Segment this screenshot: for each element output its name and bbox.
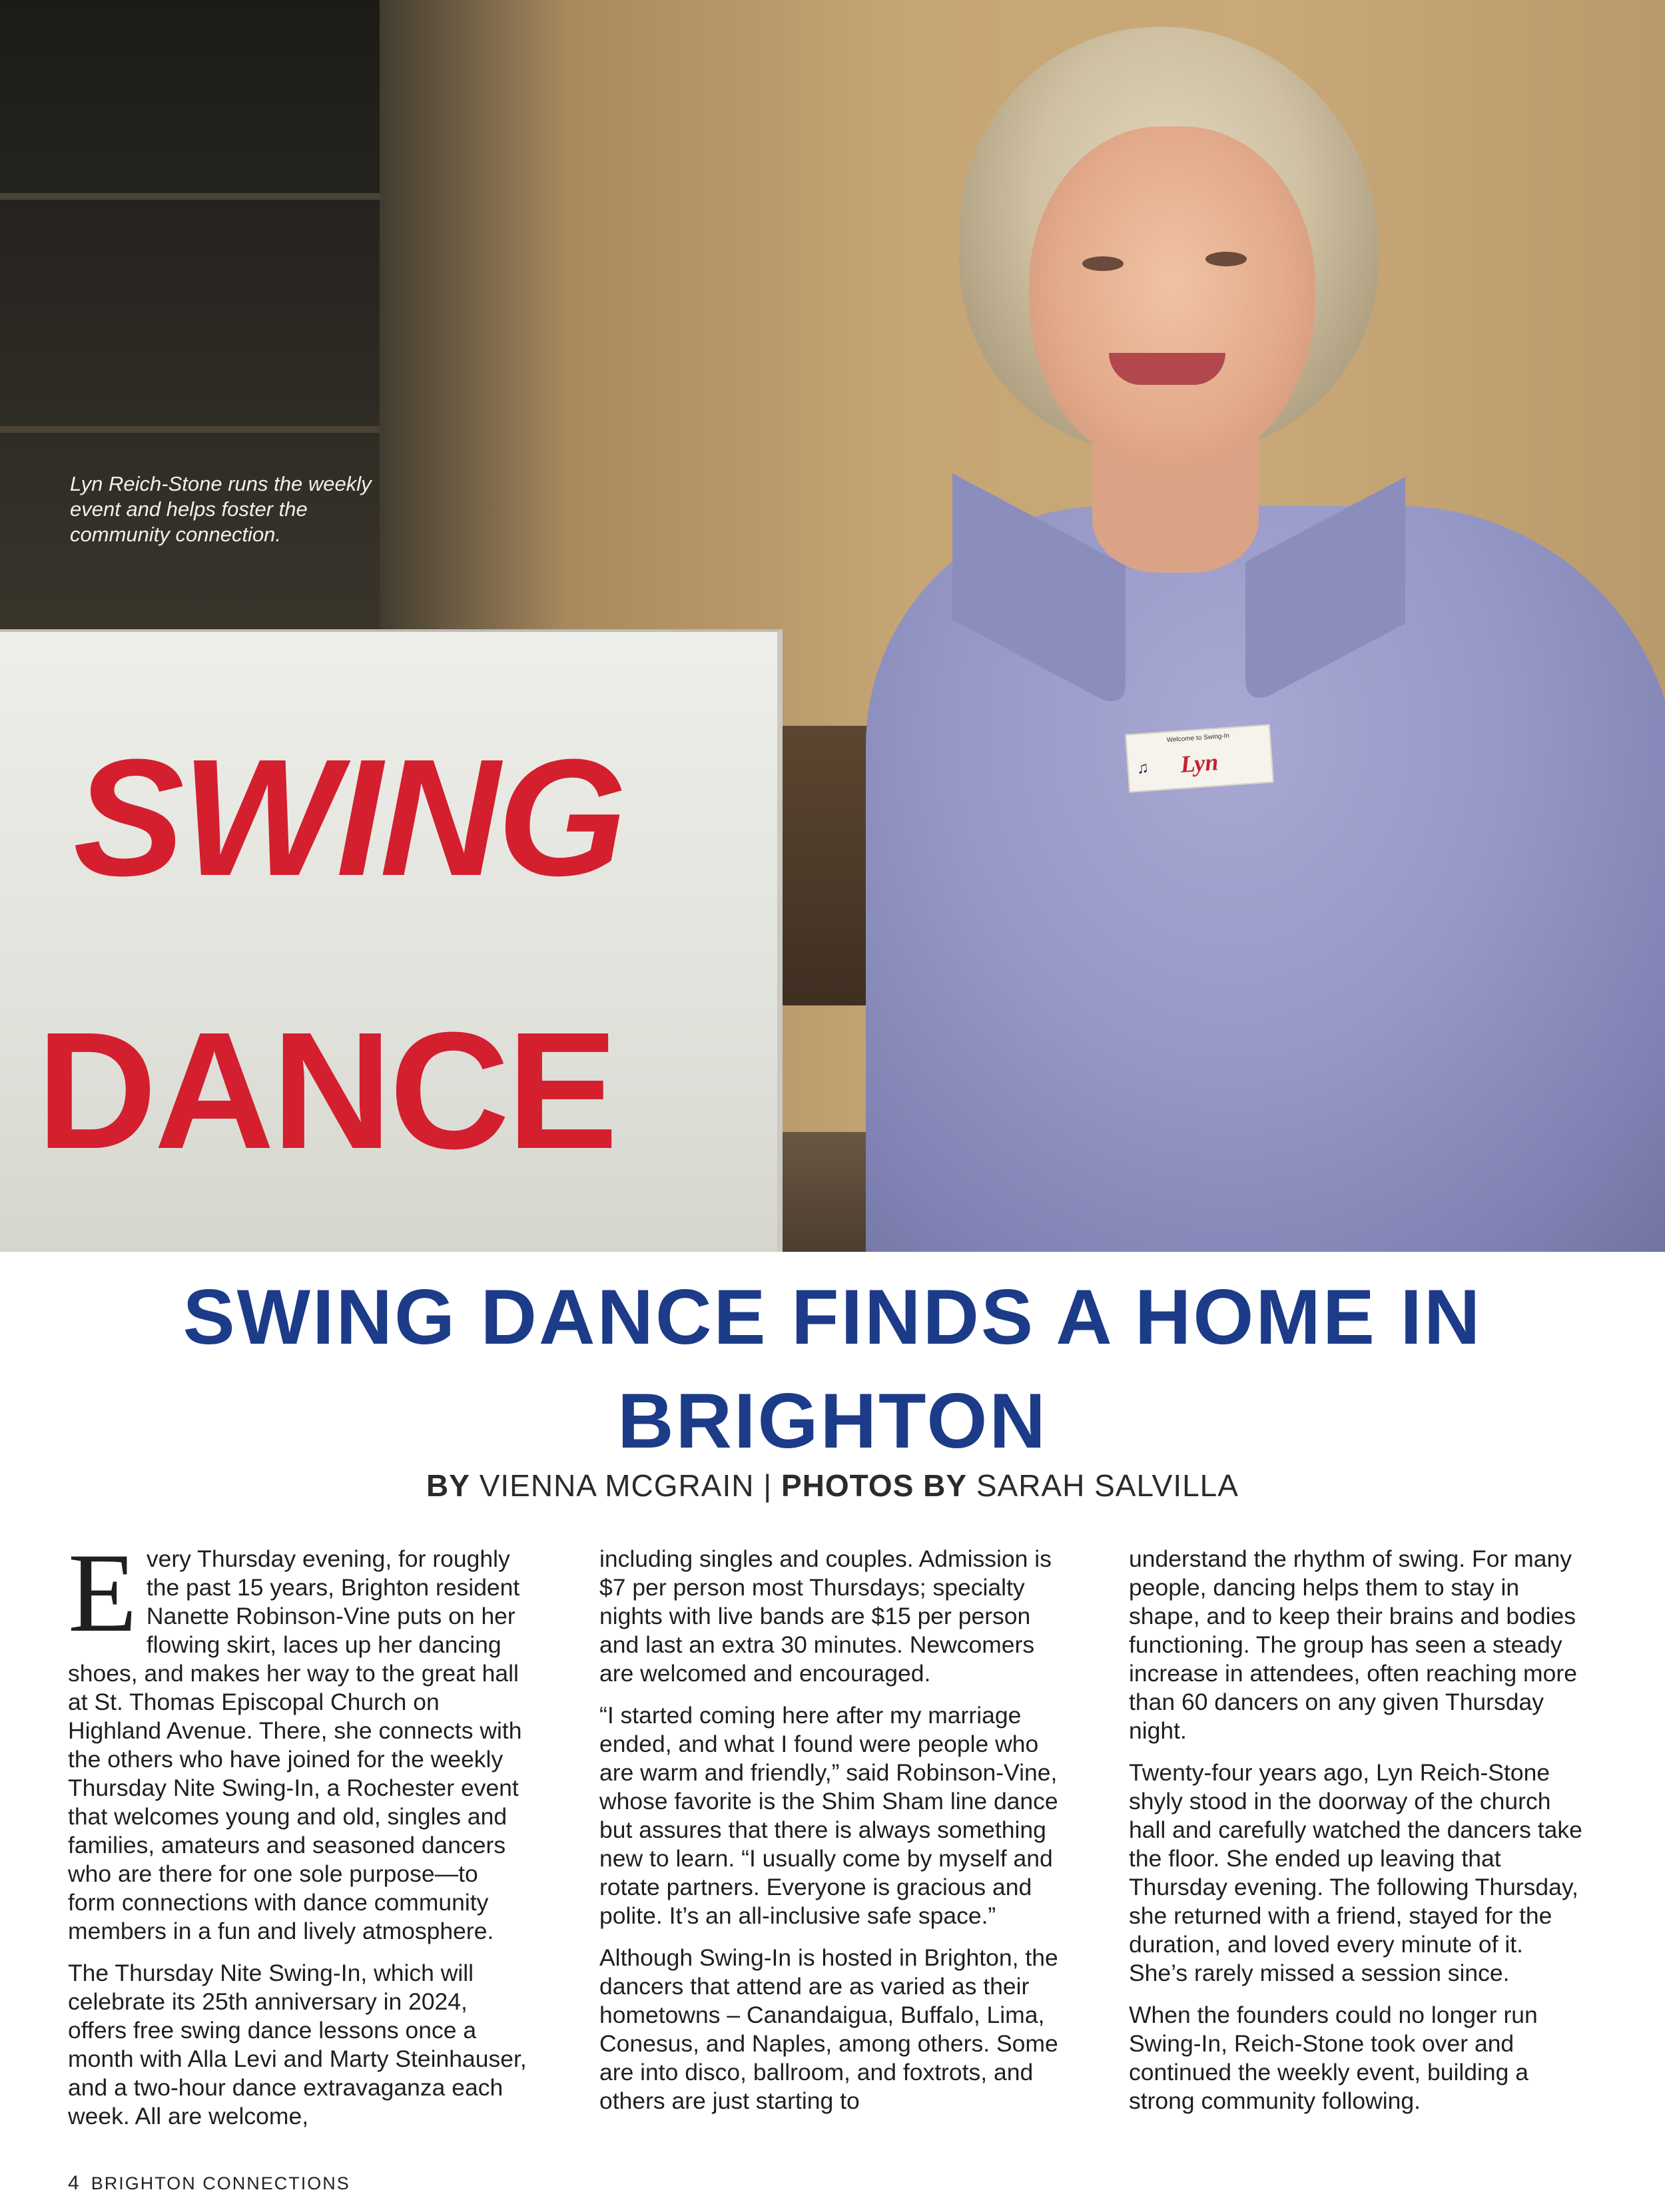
photo-caption: Lyn Reich-Stone runs the weekly event and helps foster the community connection. bbox=[70, 472, 372, 546]
paragraph: The Thursday Nite Swing-In, which will celebrate its 25th anniversary in 2024, offers free swing dance lessons once a month with Alla Levi and Marty Steinhauser, and a two-hour dance extravaganza each week. All are welcome, bbox=[68, 1960, 527, 2129]
name-tag-header: Welcome to Swing-In bbox=[1166, 732, 1230, 744]
page-number: 4 bbox=[68, 2172, 81, 2194]
paragraph: “I started coming here after my marriage ended, and what I found were people who are warm and friendly,” said Robinson-Vine, whose favorite is the Shim Sham line dance but assures that there is always something new to learn. “I usually come by myself and rotate partners. Everyone is gracious and polite. It’s an all-inclusive safe space.” bbox=[599, 1702, 1058, 1929]
photographer-name: SARAH SALVILLA bbox=[976, 1468, 1239, 1503]
article-headline: SWING DANCE FINDS A HOME IN BRIGHTON bbox=[182, 1273, 1483, 1464]
byline bbox=[53, 1468, 1612, 1504]
article-column-3 bbox=[1129, 1545, 1588, 2129]
sign-word-swing: SWING bbox=[73, 724, 625, 910]
swing-dance-sign bbox=[0, 629, 783, 1252]
paragraph: Twenty-four years ago, Lyn Reich-Stone shyly stood in the doorway of the church hall and carefully watched the dancers take the floor. She ended up leaving that Thursday evening. The following Thursday, she returned with a friend, stayed for the duration, and loved every minute of it. She’s rarely missed a session since. bbox=[1129, 1759, 1582, 1986]
photos-label: PHOTOS BY bbox=[781, 1468, 968, 1503]
name-tag bbox=[1125, 724, 1274, 793]
paragraph: When the founders could no longer run Swing-In, Reich-Stone took over and continued the weekly event, building a strong community following. bbox=[1129, 2002, 1538, 2114]
author-name: VIENNA MCGRAIN bbox=[479, 1468, 755, 1503]
smile bbox=[1109, 353, 1225, 385]
byline-label: BY bbox=[426, 1468, 470, 1503]
drop-cap: E bbox=[68, 1530, 137, 1655]
right-eye bbox=[1205, 252, 1247, 266]
paragraph: understand the rhythm of swing. For many people, dancing helps them to stay in shape, and to keep their brains and bodies functioning. The group has seen a steady increase in attendees, often reaching more than 60 dancers on any given Thursday night. bbox=[1129, 1545, 1577, 1744]
name-tag-name: Lyn bbox=[1179, 748, 1219, 778]
paragraph: including singles and couples. Admission is $7 per person most Thursdays; specialty nights with live bands are $15 per person and last an extra 30 minutes. Newcomers are welcomed and encouraged. bbox=[599, 1545, 1052, 1687]
paragraph-text: very Thursday evening, for roughly the past 15 years, Brighton resident Nanette Robinson-Vine puts on her flowing skirt, laces up her dancing shoes, and makes her way to the great hall at St. Thomas Episcopal Church on Highland Avenue. There, she connects with the others who have joined for the weekly Thursday Nite Swing-In, a Rochester event that welcomes young and old, singles and families, amateurs and seasoned dancers who are there for one sole purpose—to form connections with dance community members in a fun and lively atmosphere. bbox=[68, 1545, 522, 1944]
dancers-logo-icon: ♫ bbox=[1136, 758, 1150, 778]
left-eye bbox=[1082, 256, 1124, 271]
paragraph bbox=[68, 1530, 527, 1946]
face bbox=[1029, 127, 1315, 473]
article-column-1 bbox=[68, 1530, 527, 2144]
byline-separator: | bbox=[763, 1468, 773, 1503]
publication-name: BRIGHTON CONNECTIONS bbox=[91, 2173, 350, 2193]
article-column-2 bbox=[599, 1545, 1059, 2129]
page-footer bbox=[68, 2172, 350, 2195]
paragraph: Although Swing-In is hosted in Brighton, the dancers that attend are as varied as their hometowns – Canandaigua, Buffalo, Lima, Conesus, and Naples, among others. Some are into disco, ballroom, and foxtrots, and others are just starting to bbox=[599, 1944, 1058, 2114]
sign-word-dance: DANCE bbox=[37, 997, 615, 1183]
